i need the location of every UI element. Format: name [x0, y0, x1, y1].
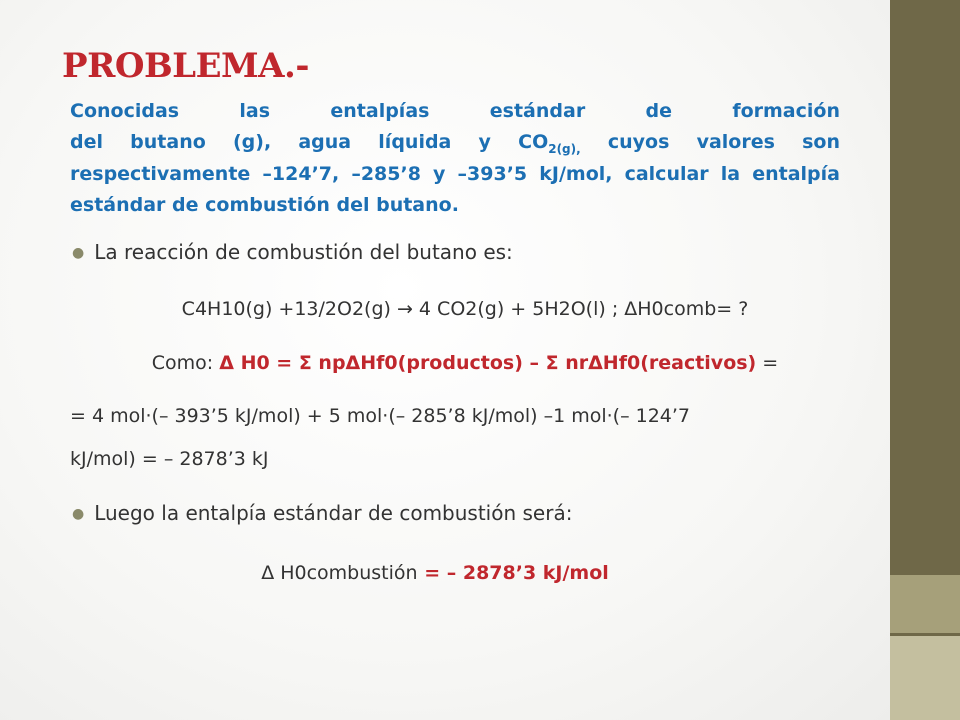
como-formula [70, 352, 860, 374]
bullet-dot-icon: ● [72, 506, 85, 522]
result-label: Δ H0combustión [261, 562, 418, 584]
problem-line-3: respectivamente –124’7, –285’8 y –393’5 kJ/mol, calcular la entalpía [70, 163, 840, 185]
problem-line-2-b: cuyos valores son [580, 130, 840, 153]
bullet-dot-icon: ● [72, 245, 85, 261]
como-suffix: = [756, 352, 779, 374]
bullet-reaction [72, 240, 513, 264]
final-result [40, 562, 830, 584]
sidebar-band-bottom [890, 636, 960, 720]
reaction-equation: C4H10(g) +13/2O2(g) → 4 CO2(g) + 5H2O(l) ; ΔH0comb= ? [181, 298, 749, 320]
problem-line-4: estándar de combustión del butano. [70, 193, 459, 216]
problem-statement [70, 96, 840, 221]
bullet-result-text: Luego la entalpía estándar de combustión será: [94, 501, 573, 525]
slide-title: PROBLEMA.- [62, 46, 309, 86]
bullet-result [72, 501, 572, 525]
calculation-line-1: = 4 mol·(– 393’5 kJ/mol) + 5 mol·(– 285’8 kJ/mol) –1 mol·(– 124’7 [70, 405, 691, 427]
co2-subscript: 2(g), [548, 141, 581, 156]
sidebar-band-top [890, 575, 960, 633]
bullet-reaction-text: La reacción de combustión del butano es: [94, 240, 513, 264]
como-prefix: Como: [151, 352, 220, 374]
problem-line-2 [70, 127, 840, 159]
result-value: = – 2878’3 kJ/mol [417, 562, 609, 584]
calculation-line-2: kJ/mol) = – 2878’3 kJ [70, 448, 269, 470]
problem-line-1: Conocidas las entalpías estándar de formación [70, 100, 840, 122]
problem-line-2-a: del butano (g), agua líquida y CO [70, 130, 549, 153]
enthalpy-formula: Δ H0 = Σ npΔHf0(productos) – Σ nrΔHf0(reactivos) [219, 352, 757, 374]
